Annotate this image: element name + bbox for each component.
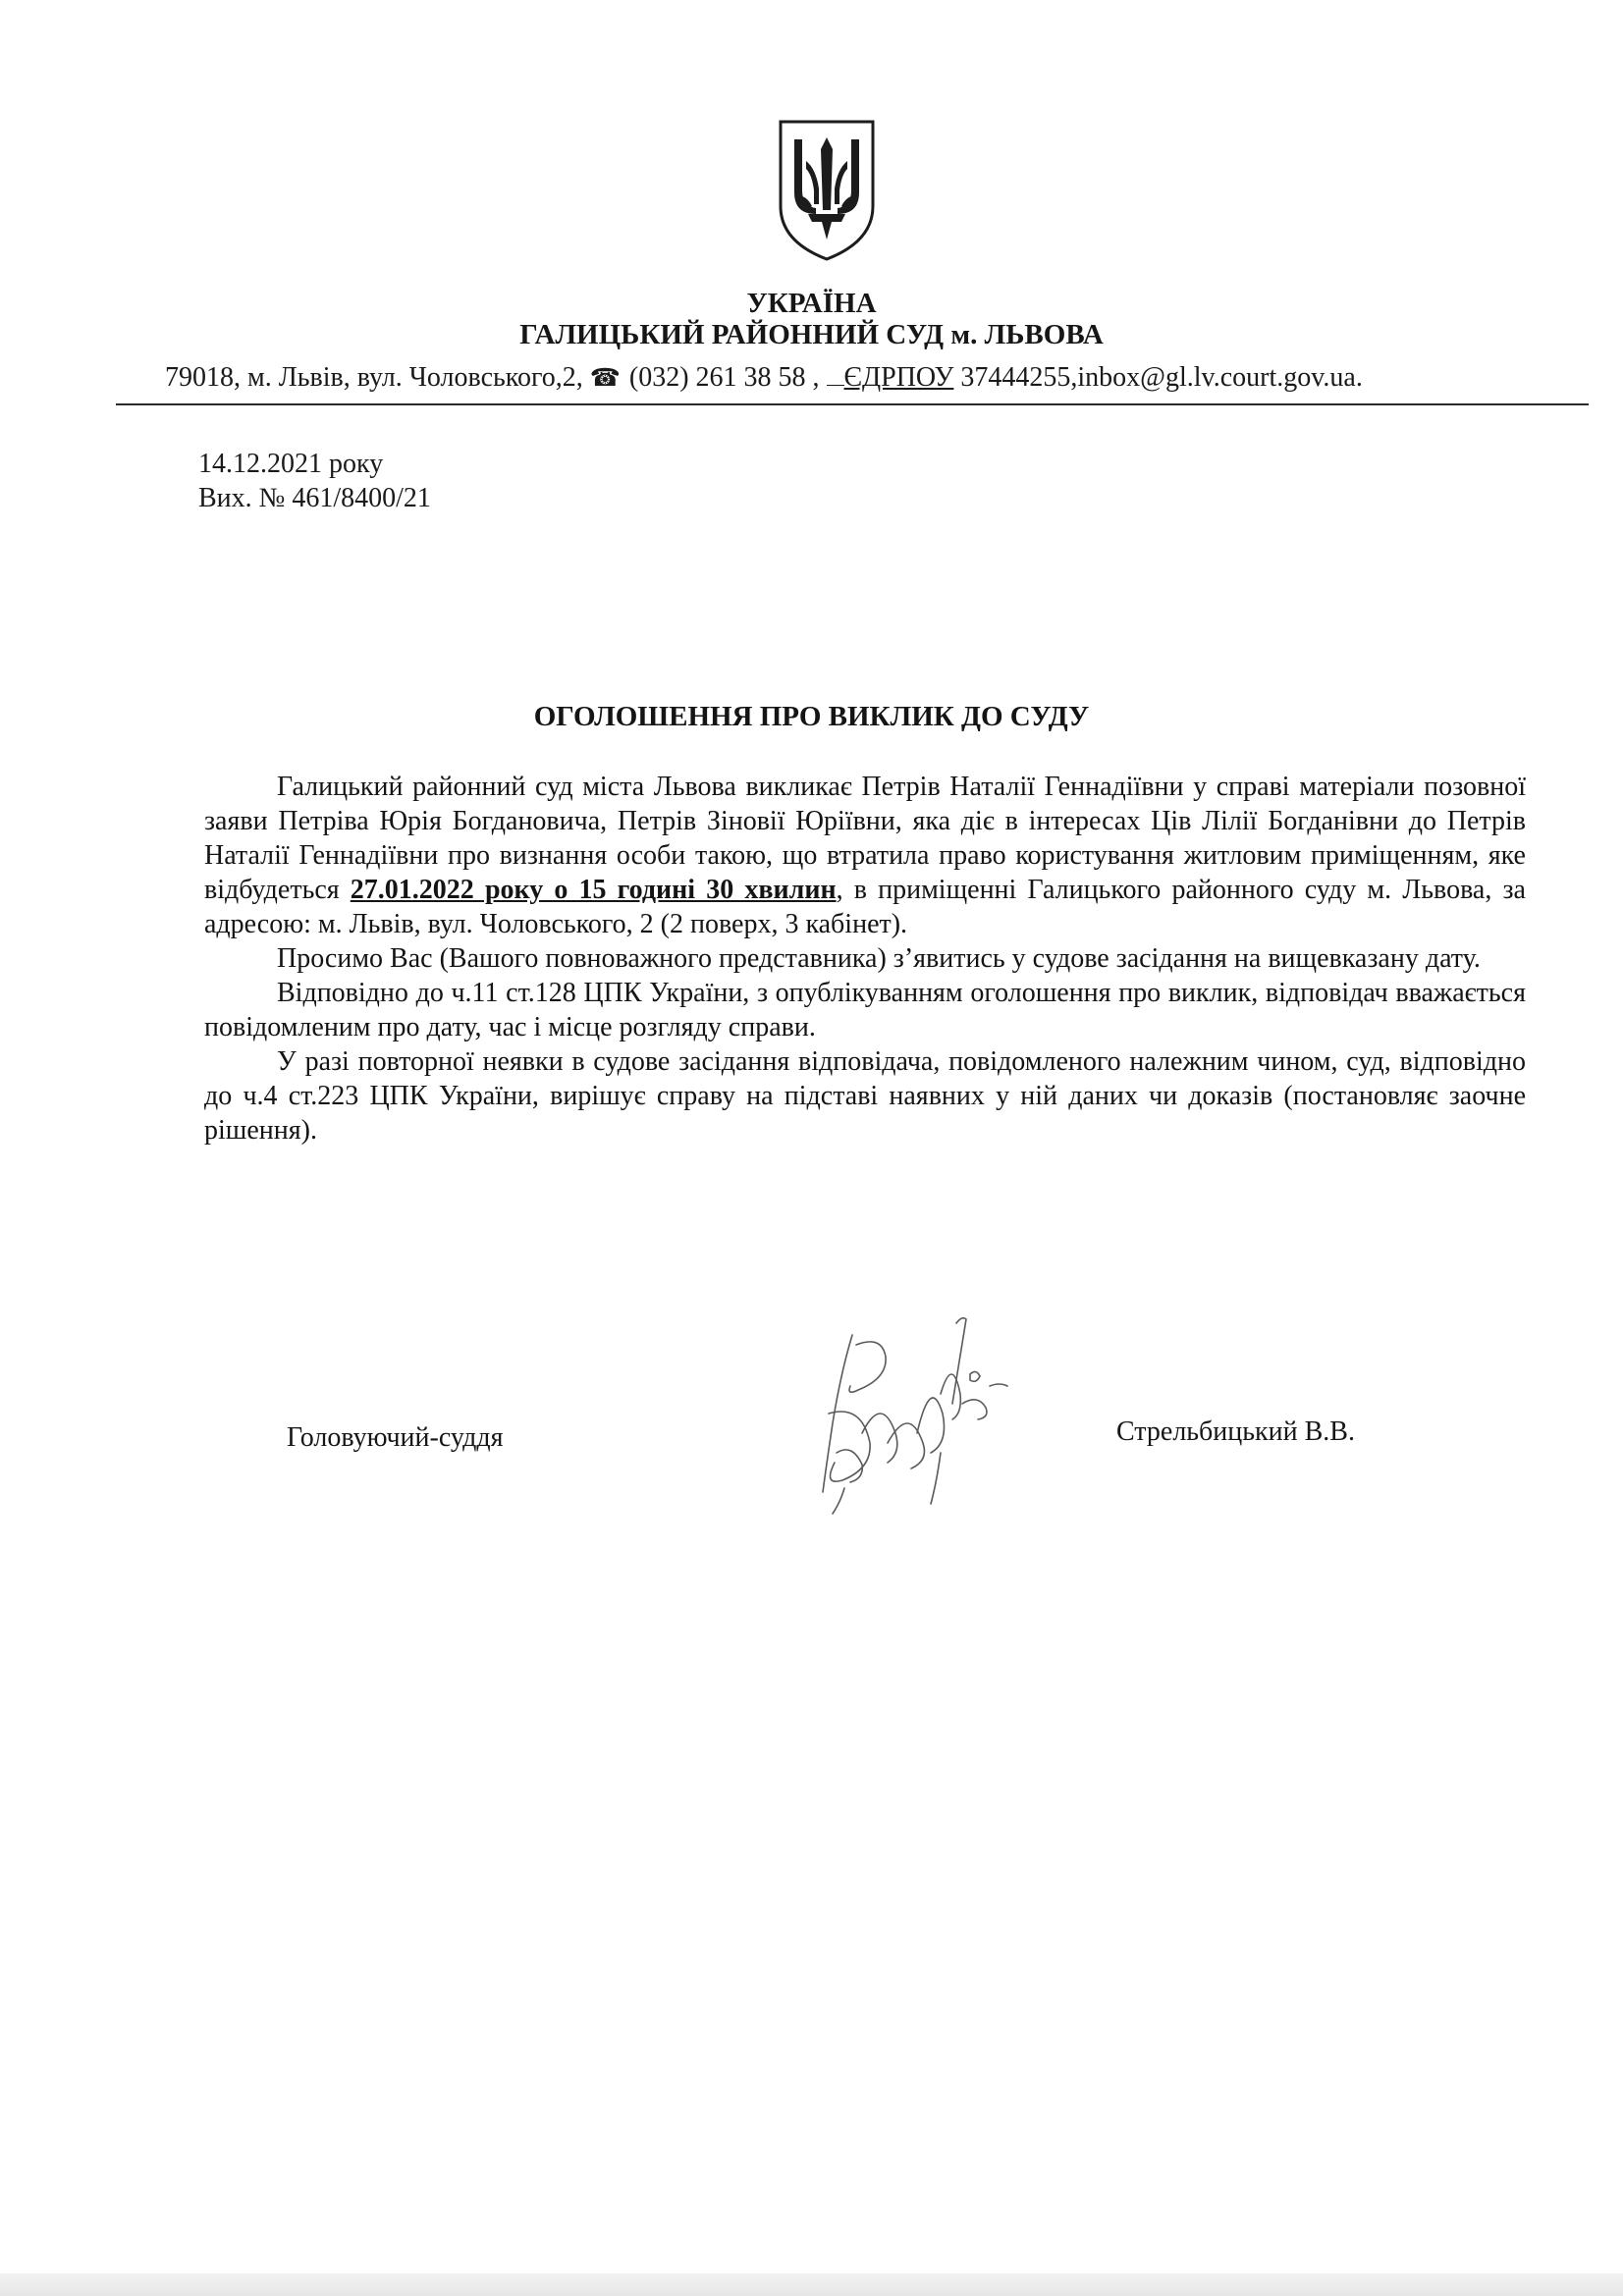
underline-spacer	[827, 361, 844, 386]
header-divider	[116, 403, 1589, 405]
trident-coat-of-arms-icon	[773, 116, 881, 263]
paragraph-notice: Відповідно до ч.11 ст.128 ЦПК України, з опублікуванням оголошення про виклик, відповідач вважається повідомленим про дату, час і місце розгляду справи.	[204, 978, 1526, 1042]
paragraph-summons-location: , в приміщенні Галицького районного суду м. Львова, за адресою: м. Львів, вул. Чоловського, 2 (2 поверх, 3 кабінет).	[204, 875, 1526, 939]
signatory-role: Головуючий-суддя	[287, 1422, 504, 1453]
document-title: ОГОЛОШЕННЯ ПРО ВИКЛИК ДО СУДУ	[533, 701, 1090, 732]
letter-date: 14.12.2021 року	[198, 449, 384, 479]
signature-block	[0, 1276, 1623, 1531]
court-contact-line	[165, 361, 1579, 396]
paragraph-request: Просимо Вас (Вашого повноважного представника) з’явитись у судове засідання на вищевказану дату.	[277, 943, 1481, 974]
paragraph-default-judgment: У разі повторної неявки в судове засідання відповідача, повідомленого належним чином, суд, відповідно до ч.4 ст.223 ЦПК України, вирішує справу на підставі наявних у ній даних чи доказів (постановляє заочне рішення).	[204, 1046, 1526, 1146]
header-court-name: ГАЛИЦЬКИЙ РАЙОННИЙ СУД м. ЛЬВОВА	[519, 319, 1104, 350]
handwritten-signature	[793, 1296, 1019, 1522]
court-address: 79018, м. Львів, вул. Чоловського,2,	[165, 362, 583, 393]
scan-bottom-edge	[0, 2273, 1623, 2296]
signatory-name: Стрельбицький В.В.	[1116, 1416, 1355, 1447]
court-phone: (032) 261 38 58 ,	[628, 362, 820, 393]
telephone-icon: ☎	[589, 365, 621, 392]
paragraph-summons-text: Галицький районний суд міста Львова викликає Петрів Наталії Геннадіївни у справі матеріали позовної заяви Петріва Юрія Богдановича, Петрів Зіновії Юріївни, яка діє в інтересах Ців Лілії Богданівни до Петрів Наталії Геннадіївни про визнання особи такою, що втратила право користування житловим приміщенням, яке відбудеться	[204, 772, 1526, 905]
hearing-datetime: 27.01.2022 року о 15 годині 30 хвилин	[350, 875, 837, 905]
edrpou-label: ЄДРПОУ	[843, 362, 954, 393]
document-body	[204, 770, 1526, 1148]
paragraph-summons	[204, 770, 1526, 941]
outgoing-number: Вих. № 461/8400/21	[198, 483, 431, 513]
header-country: УКРАЇНА	[746, 288, 877, 319]
edrpou-and-email: 37444255,inbox@gl.lv.court.gov.ua.	[960, 362, 1363, 393]
